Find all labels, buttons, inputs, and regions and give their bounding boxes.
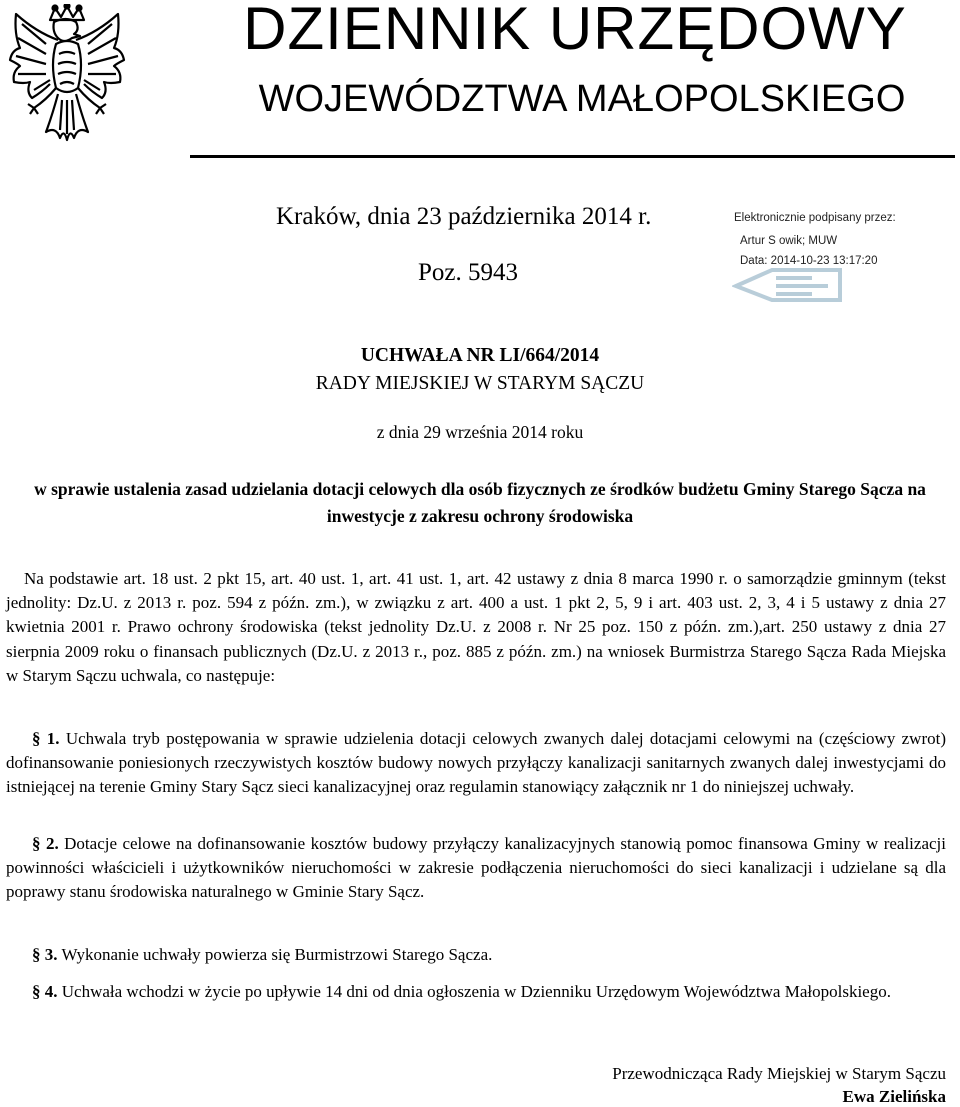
section-1-text: Uchwala tryb postępowania w sprawie udzielenia dotacji celowych zwanych dalej dotacjami celowymi na (częściowy zwrot) dofinansowanie poniesionych rzeczywistych kosztów budowy nowych przyłączy kanalizacji sanitarnych zwanych dalej inwestycjami do istniejącej na terenie Gminy Stary Sącz sieci kanalizacyjnej oraz regulamin stanowiący załącznik nr 1 do niniejszej uchwały.: [6, 729, 946, 797]
section-4-text: Uchwała wchodzi w życie po upływie 14 dni od dnia ogłoszenia w Dzienniku Urzędowym Województwa Małopolskiego.: [57, 982, 891, 1001]
chair-name: Ewa Zielińska: [842, 1087, 946, 1106]
section-3-text: Wykonanie uchwały powierza się Burmistrzowi Starego Sącza.: [57, 945, 493, 964]
journal-title: DZIENNIK URZĘDOWY: [243, 0, 907, 62]
resolution-title: UCHWAŁA NR LI/664/2014: [360, 345, 600, 366]
preamble-paragraph: Na podstawie art. 18 ust. 2 pkt 15, art. 40 ust. 1, art. 41 ust. 1, art. 42 ustawy z dnia 8 marca 1990 r. o samorządzie gminnym (tekst jednolity: Dz.U. z 2013 r. poz. 594 z późn. zm.), w związku z art. 400 a ust. 1 pkt 2, 5, 9 i art. 403 ust. 2, 3, 4 i 5 ustawy z dnia 27 kwietnia 2001 r. Prawo ochrony środowiska (tekst jednolity Dz.U. z 2008 r. Nr 25 poz. 150 z późn. zm.),art. 250 ustawy z dnia 27 sierpnia 2009 roku o finansach publicznych (Dz.U. z 2013 r., poz. 885 z późn. zm.) na wniosek Burmistrza Starego Sącza Rada Miejska w Starym Sączu uchwala, co następuje:: [6, 569, 946, 685]
section-2: [6, 832, 946, 905]
section-4: [6, 980, 946, 1004]
signature-line-3: Data: 2014-10-23 13:17:20: [740, 255, 878, 267]
section-2-mark: § 2.: [32, 834, 59, 853]
resolution-subject: w sprawie ustalenia zasad udzielania dotacji celowych dla osób fizycznych ze środków budżetu Gminy Starego Sącza na inwestycje z zakresu ochrony środowiska: [34, 479, 926, 526]
section-3-mark: § 3.: [32, 945, 58, 964]
section-1-mark: § 1.: [32, 729, 60, 748]
chair-title: Przewodnicząca Rady Miejskiej w Starym Sączu: [612, 1064, 946, 1083]
signature-stamp-icon: [732, 264, 844, 306]
journal-subtitle: WOJEWÓDZTWA MAŁOPOLSKIEGO: [258, 78, 906, 120]
electronic-signature-block: [730, 212, 952, 308]
section-4-mark: § 4.: [32, 982, 58, 1001]
resolution-date: z dnia 29 września 2014 roku: [376, 422, 584, 442]
resolution-council: RADY MIEJSKIEJ W STARYM SĄCZU: [315, 373, 645, 394]
position-number: Poz. 5943: [418, 259, 518, 286]
section-2-text: Dotacje celowe na dofinansowanie kosztów budowy przyłączy kanalizacyjnych stanowią pomoc finansowa Gminy w realizacji powinności właścicieli i użytkowników nieruchomości w zakresie podłączenia nieruchomości do sieci kanalizacji i udzielane są dla poprawy stanu środowiska naturalnego w Gminie Stary Sącz.: [6, 834, 946, 902]
eagle-emblem-icon: [6, 4, 128, 144]
signature-line-2: Artur S owik; MUW: [740, 235, 838, 247]
header-divider: [190, 155, 955, 158]
section-3: [6, 943, 946, 967]
signature-line-1: Elektronicznie podpisany przez:: [734, 212, 896, 224]
section-1: [6, 727, 946, 800]
place-date: Kraków, dnia 23 października 2014 r.: [276, 203, 652, 230]
